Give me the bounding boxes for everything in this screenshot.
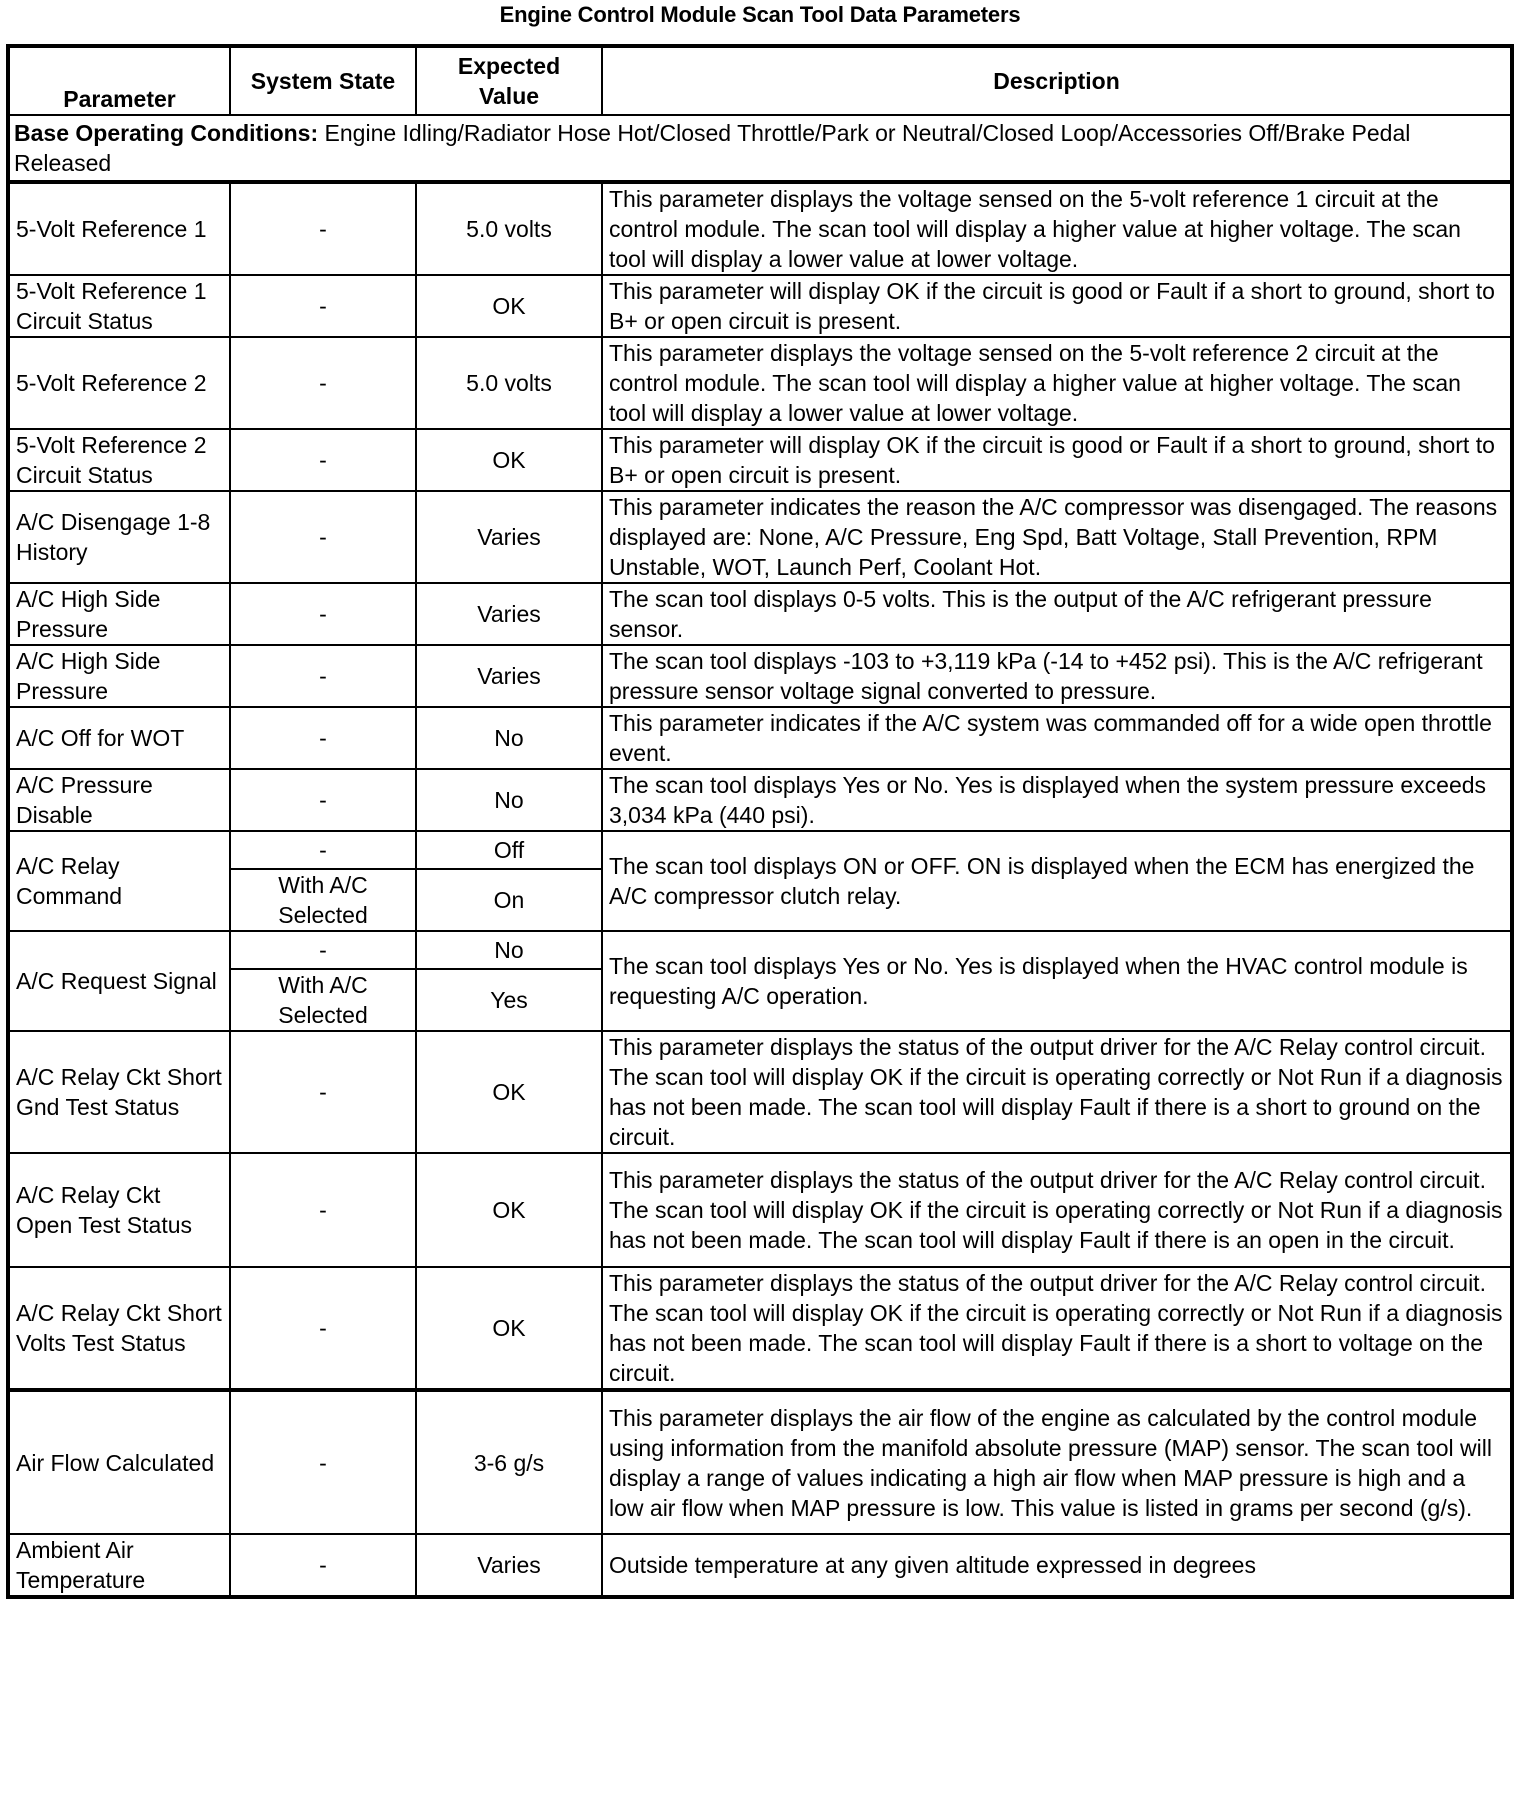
expected-value-cell: No	[416, 931, 602, 969]
parameter-cell: Air Flow Calculated	[8, 1390, 230, 1534]
parameter-cell: 5-Volt Reference 2 Circuit Status	[8, 429, 230, 491]
expected-value-cell: OK	[416, 275, 602, 337]
base-conditions-cell	[8, 115, 1512, 182]
system-state-cell: -	[230, 491, 416, 583]
expected-value-cell: 5.0 volts	[416, 182, 602, 275]
header-description: Description	[602, 46, 1512, 115]
parameter-cell: A/C Relay Ckt Short Gnd Test Status	[8, 1031, 230, 1153]
system-state-cell: -	[230, 1390, 416, 1534]
table-row	[8, 1267, 1512, 1390]
parameter-cell: 5-Volt Reference 1	[8, 182, 230, 275]
table-row	[8, 491, 1512, 583]
header-system-state: System State	[230, 46, 416, 115]
base-conditions-text: Engine Idling/Radiator Hose Hot/Closed Throttle/Park or Neutral/Closed Loop/Accessories Off/Brake Pedal Released	[14, 120, 1411, 176]
table-row	[8, 1534, 1512, 1597]
description-cell: This parameter displays the voltage sensed on the 5-volt reference 1 circuit at the control module. The scan tool will display a higher value at higher voltage. The scan tool will display a lower value at lower voltage.	[602, 182, 1512, 275]
header-expected-value-line1: Expected	[457, 53, 561, 79]
parameter-cell: A/C High Side Pressure	[8, 583, 230, 645]
system-state-cell: -	[230, 1153, 416, 1267]
system-state-cell: -	[230, 931, 416, 969]
header-expected-value-line2: Value	[478, 83, 540, 109]
description-cell: This parameter displays the status of the output driver for the A/C Relay control circuit. The scan tool will display OK if the circuit is operating correctly or Not Run if a diagnosis has not been made. The scan tool will display Fault if there is an open in the circuit.	[602, 1153, 1512, 1267]
expected-value-cell: Yes	[416, 969, 602, 1031]
expected-value-cell: Varies	[416, 491, 602, 583]
expected-value-cell: OK	[416, 1153, 602, 1267]
expected-value-cell: Varies	[416, 583, 602, 645]
table-row	[8, 707, 1512, 769]
table-row	[8, 645, 1512, 707]
expected-value-cell: Varies	[416, 645, 602, 707]
system-state-cell: -	[230, 769, 416, 831]
expected-value-cell: Varies	[416, 1534, 602, 1597]
description-cell: The scan tool displays -103 to +3,119 kPa (-14 to +452 psi). This is the A/C refrigerant pressure sensor voltage signal converted to pressure.	[602, 645, 1512, 707]
parameter-cell: A/C Relay Ckt Open Test Status	[8, 1153, 230, 1267]
expected-value-cell: 5.0 volts	[416, 337, 602, 429]
system-state-cell: -	[230, 1534, 416, 1597]
expected-value-cell: No	[416, 769, 602, 831]
system-state-cell: -	[230, 583, 416, 645]
expected-value-cell: No	[416, 707, 602, 769]
parameter-cell: A/C Off for WOT	[8, 707, 230, 769]
parameter-cell: A/C Request Signal	[8, 931, 230, 1031]
description-cell: The scan tool displays Yes or No. Yes is displayed when the HVAC control module is requesting A/C operation.	[602, 931, 1512, 1031]
table-row	[8, 182, 1512, 275]
parameter-cell: A/C Relay Ckt Short Volts Test Status	[8, 1267, 230, 1390]
table-row	[8, 429, 1512, 491]
description-cell: This parameter will display OK if the circuit is good or Fault if a short to ground, short to B+ or open circuit is present.	[602, 275, 1512, 337]
system-state-cell: -	[230, 831, 416, 869]
parameter-cell: 5-Volt Reference 2	[8, 337, 230, 429]
header-expected-value	[416, 46, 602, 115]
description-cell: Outside temperature at any given altitude expressed in degrees	[602, 1534, 1512, 1597]
parameter-cell: A/C Disengage 1-8 History	[8, 491, 230, 583]
base-conditions-label: Base Operating Conditions:	[14, 120, 319, 146]
description-cell: The scan tool displays Yes or No. Yes is displayed when the system pressure exceeds 3,034 kPa (440 psi).	[602, 769, 1512, 831]
description-cell: The scan tool displays 0-5 volts. This is the output of the A/C refrigerant pressure sensor.	[602, 583, 1512, 645]
description-cell: This parameter indicates if the A/C system was commanded off for a wide open throttle event.	[602, 707, 1512, 769]
table-row	[8, 769, 1512, 831]
document-title: Engine Control Module Scan Tool Data Parameters	[499, 2, 1021, 27]
system-state-cell: -	[230, 1267, 416, 1390]
description-cell: This parameter displays the status of the output driver for the A/C Relay control circuit. The scan tool will display OK if the circuit is operating correctly or Not Run if a diagnosis has not been made. The scan tool will display Fault if there is a short to voltage on the circuit.	[602, 1267, 1512, 1390]
description-cell: This parameter displays the status of the output driver for the A/C Relay control circuit. The scan tool will display OK if the circuit is operating correctly or Not Run if a diagnosis has not been made. The scan tool will display Fault if there is a short to ground on the circuit.	[602, 1031, 1512, 1153]
scan-tool-data-table	[6, 44, 1514, 1599]
system-state-cell: -	[230, 429, 416, 491]
description-cell: This parameter will display OK if the circuit is good or Fault if a short to ground, short to B+ or open circuit is present.	[602, 429, 1512, 491]
parameter-cell: 5-Volt Reference 1 Circuit Status	[8, 275, 230, 337]
description-cell: This parameter displays the voltage sensed on the 5-volt reference 2 circuit at the control module. The scan tool will display a higher value at higher voltage. The scan tool will display a lower value at lower voltage.	[602, 337, 1512, 429]
table-row	[8, 831, 1512, 869]
description-cell: This parameter indicates the reason the A/C compressor was disengaged. The reasons displayed are: None, A/C Pressure, Eng Spd, Batt Voltage, Stall Prevention, RPM Unstable, WOT, Launch Perf, Coolant Hot.	[602, 491, 1512, 583]
table-row	[8, 275, 1512, 337]
expected-value-cell: OK	[416, 1267, 602, 1390]
base-conditions-row	[8, 115, 1512, 182]
description-cell: The scan tool displays ON or OFF. ON is displayed when the ECM has energized the A/C compressor clutch relay.	[602, 831, 1512, 931]
table-row	[8, 1390, 1512, 1534]
system-state-cell: -	[230, 707, 416, 769]
system-state-cell: -	[230, 337, 416, 429]
parameter-cell: A/C Relay Command	[8, 831, 230, 931]
system-state-cell: -	[230, 645, 416, 707]
expected-value-cell: On	[416, 869, 602, 931]
parameter-cell: A/C High Side Pressure	[8, 645, 230, 707]
expected-value-cell: Off	[416, 831, 602, 869]
table-row	[8, 931, 1512, 969]
parameter-cell: A/C Pressure Disable	[8, 769, 230, 831]
system-state-cell: -	[230, 182, 416, 275]
table-row	[8, 337, 1512, 429]
table-row	[8, 583, 1512, 645]
expected-value-cell: OK	[416, 429, 602, 491]
parameter-cell: Ambient Air Temperature	[8, 1534, 230, 1597]
table-row	[8, 1153, 1512, 1267]
table-row	[8, 1031, 1512, 1153]
expected-value-cell: 3-6 g/s	[416, 1390, 602, 1534]
system-state-cell: With A/C Selected	[230, 969, 416, 1031]
table-header-row	[8, 46, 1512, 115]
header-parameter: Parameter	[8, 46, 230, 115]
system-state-cell: -	[230, 275, 416, 337]
description-cell: This parameter displays the air flow of the engine as calculated by the control module using information from the manifold absolute pressure (MAP) sensor. The scan tool will display a range of values indicating a high air flow when MAP pressure is high and a low air flow when MAP pressure is low. This value is listed in grams per second (g/s).	[602, 1390, 1512, 1534]
expected-value-cell: OK	[416, 1031, 602, 1153]
system-state-cell: -	[230, 1031, 416, 1153]
system-state-cell: With A/C Selected	[230, 869, 416, 931]
